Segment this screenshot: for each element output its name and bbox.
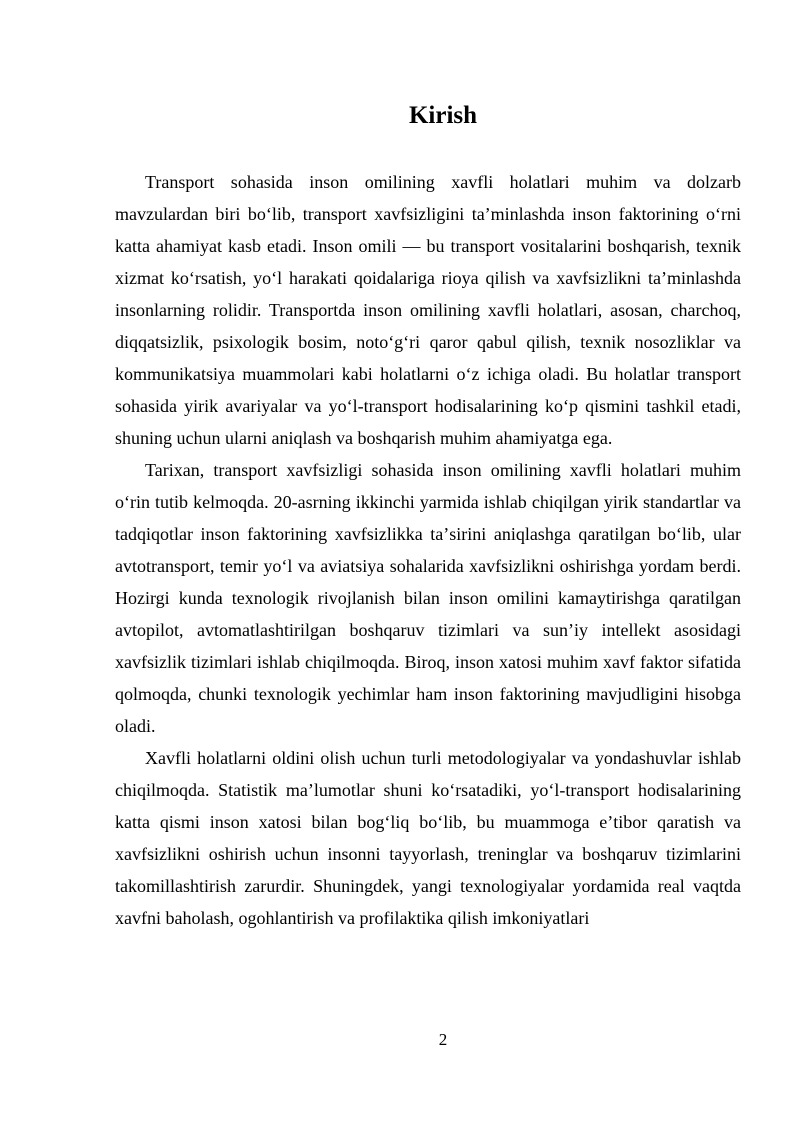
- paragraph-1: Transport sohasida inson omilining xavfli holatlari muhim va dolzarb mavzulardan biri boʻlib, transport xavfsizligini taʼminlashda inson faktorining oʻrni katta ahamiyat kasb etadi. Inson omili — bu transport vositalarini boshqarish, texnik xizmat koʻrsatish, yoʻl harakati qoidalariga rioya qilish va xavfsizlikni taʼminlashda insonlarning rolidir. Transportda inson omilining xavfli holatlari, asosan, charchoq, diqqatsizlik, psixologik bosim, notoʻgʻri qaror qabul qilish, texnik nosozliklar va kommunikatsiya muammolari kabi holatlarni oʻz ichiga oladi. Bu holatlar transport sohasida yirik avariyalar va yoʻl-transport hodisalarining koʻp qismini tashkil etadi, shuning uchun ularni aniqlash va boshqarish muhim ahamiyatga ega.: [115, 172, 741, 448]
- document-body: [115, 166, 741, 934]
- paragraph-2: Tarixan, transport xavfsizligi sohasida inson omilining xavfli holatlari muhim oʻrin tutib kelmoqda. 20-asrning ikkinchi yarmida ishlab chiqilgan yirik standartlar va tadqiqotlar inson faktorining xavfsizlikka taʼsirini aniqlashga qaratilgan boʻlib, ular avtotransport, temir yoʻl va aviatsiya sohalarida xavfsizlikni oshirishga yordam berdi. Hozirgi kunda texnologik rivojlanish bilan inson omilini kamaytirishga qaratilgan avtopilot, avtomatlashtirilgan boshqaruv tizimlari va sunʼiy intellekt asosidagi xavfsizlik tizimlari ishlab chiqilmoqda. Biroq, inson xatosi muhim xavf faktor sifatida qolmoqda, chunki texnologik yechimlar ham inson faktorining mavjudligini hisobga oladi.: [115, 460, 741, 736]
- page-number: 2: [438, 1030, 448, 1049]
- paragraph-3: Xavfli holatlarni oldini olish uchun turli metodologiyalar va yondashuvlar ishlab chiqilmoqda. Statistik maʼlumotlar shuni koʻrsatadiki, yoʻl-transport hodisalarining katta qismi inson xatosi bilan bogʻliq boʻlib, bu muammoga eʼtibor qaratish va xavfsizlikni oshirish uchun insonni tayyorlash, treninglar va boshqaruv tizimlarini takomillashtirish zarurdir. Shuningdek, yangi texnologiyalar yordamida real vaqtda xavfni baholash, ogohlantirish va profilaktika qilish imkoniyatlari: [115, 748, 741, 928]
- page-title: Kirish: [408, 102, 478, 129]
